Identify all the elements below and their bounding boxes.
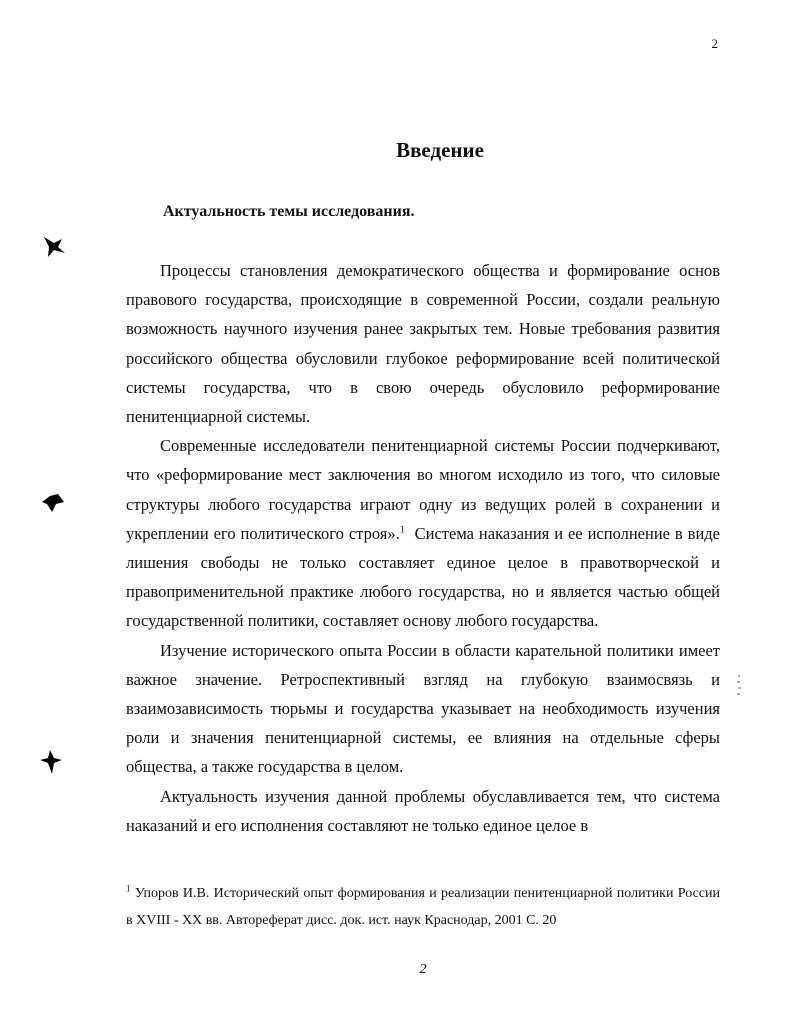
scan-speck-icon — [734, 674, 744, 698]
footnote-marker: 1 — [126, 883, 131, 894]
footnote-divider — [126, 872, 286, 873]
page-number-bottom: 2 — [419, 962, 427, 977]
page-number-top: 2 — [711, 36, 718, 51]
section-subheading: Актуальность темы исследования. — [163, 203, 415, 220]
scan-mark-icon — [38, 748, 66, 778]
scan-mark-icon — [38, 490, 68, 516]
footnote-text: Упоров И.В. Исторический опыт формирования и реализации пенитенциарной политики России в XVIII - XX вв. Автореферат дисс. док. ист. наук Краснодар, 2001 С. 20 — [126, 886, 720, 928]
paragraph-1: Процессы становления демократического общества и формирование основ правового государства, происходящие в современной России, создали реальную возможность научного изучения ранее закрытых тем. Новые требования развития российского общества обусловили глубокое реформирование всей политической системы государства, что в свою очередь обусловило реформирование пенитенциарной системы. — [126, 261, 720, 427]
paragraph-4: Актуальность изучения данной проблемы обуславливается тем, что система наказаний и его исполнения составляют не только единое целое в — [126, 786, 720, 835]
footnote-reference: 1 — [399, 524, 405, 536]
paragraph-3: Изучение исторического опыта России в области карательной политики имеет важное значение. Ретроспективный взгляд на глубокую взаимосвязь и взаимозависимость тюрьмы и государства указывает на необходимость изучения роли и значения пенитенциарной системы, ее влияния на отдельные сферы общества, а также государства в целом. — [126, 640, 720, 777]
footnote — [126, 880, 720, 934]
paragraph-2 — [126, 431, 720, 635]
paragraph-2-quote: Современные исследователи пенитенциарной системы России подчеркивают, что «реформирование мест заключения во многом исходило из того, что силовые структуры любого государства играют одну из ведущих ролей в сохранении и укреплении его политического строя». — [126, 436, 720, 543]
page-title: Введение — [396, 138, 484, 162]
scan-mark-icon — [40, 233, 68, 259]
body-text — [126, 256, 720, 840]
paragraph-2-rest: Система наказания и ее исполнение в виде лишения свободы не только составляет единое целое в правотворческой и правоприменительной практике любого государства, но и является частью общей государственной политики, составляет основу любого государства. — [126, 523, 720, 631]
